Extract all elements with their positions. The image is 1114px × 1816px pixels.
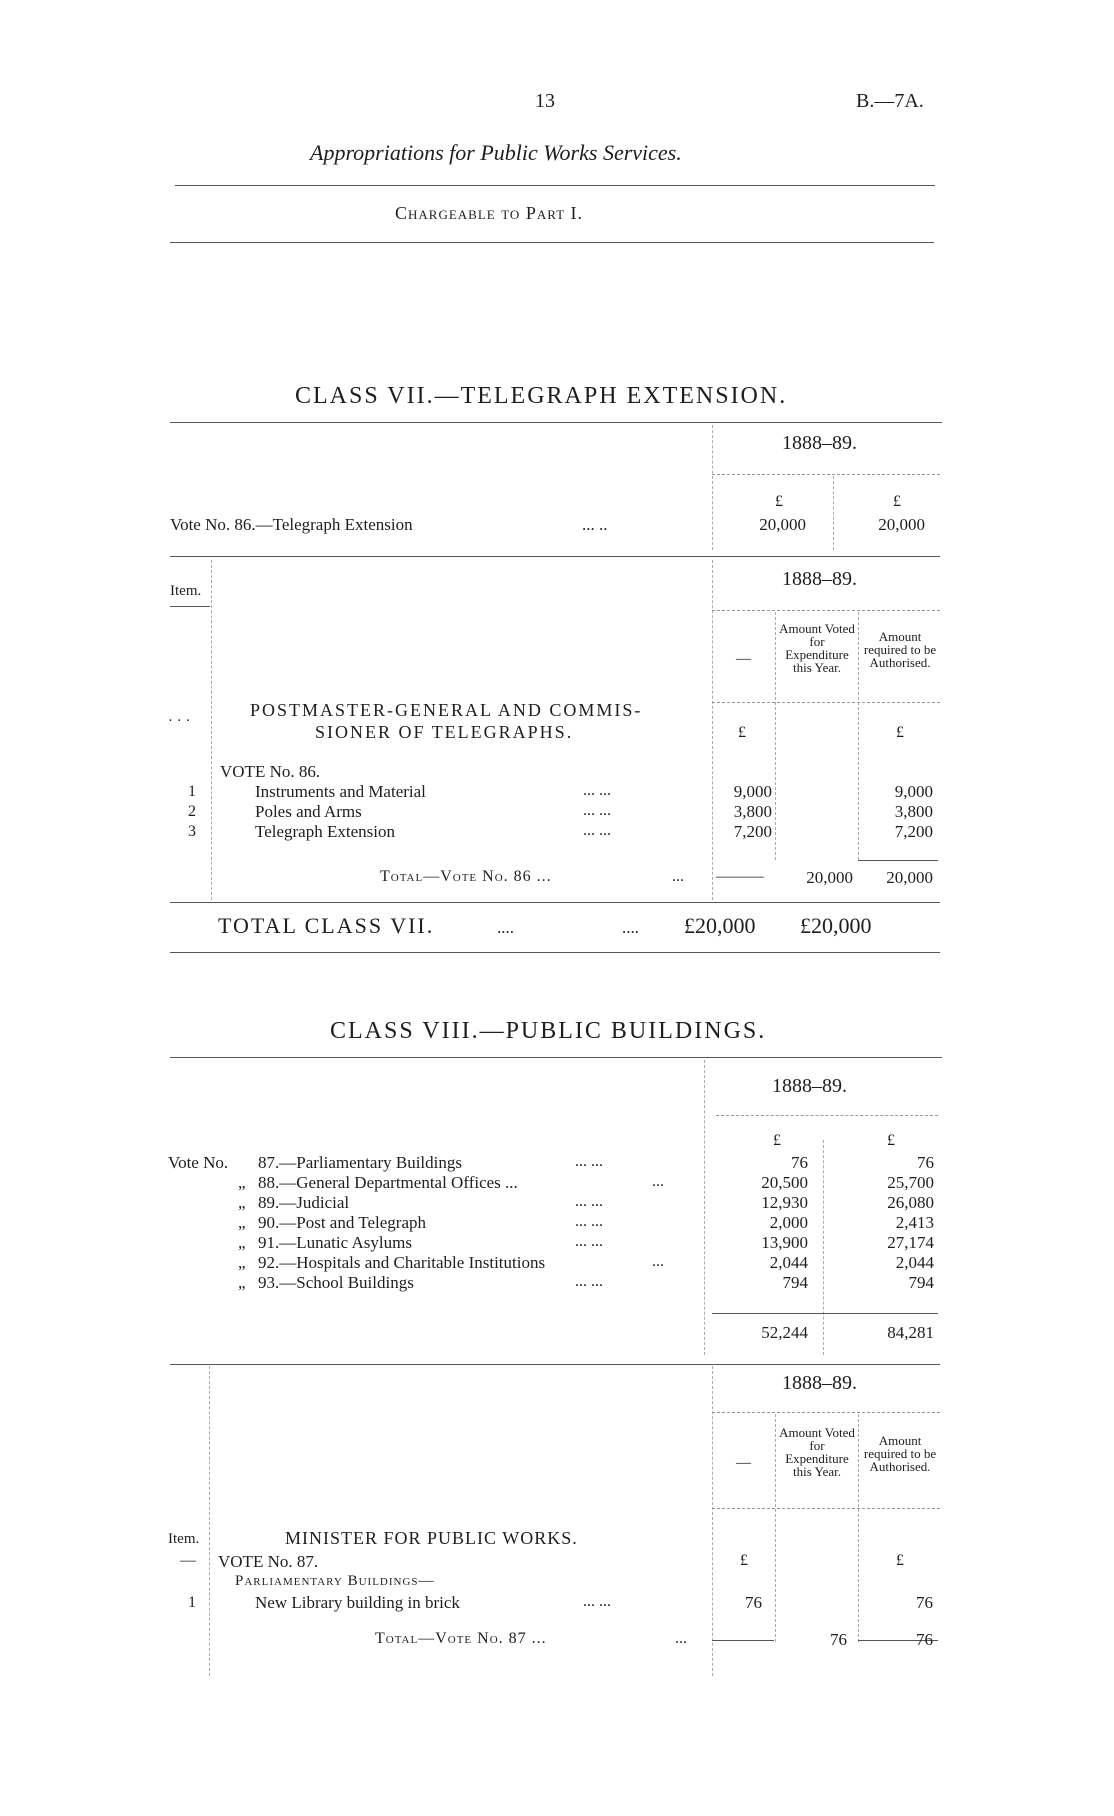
class8-col-voted: Amount Voted for Expenditure this Year. bbox=[779, 1425, 855, 1479]
class8-title: CLASS VIII.—PUBLIC BUILDINGS. bbox=[330, 1018, 767, 1044]
class7-detail-year-rule bbox=[712, 610, 940, 611]
class8-currency-1: £ bbox=[773, 1132, 781, 1149]
class7-vote-label: VOTE No. 86. bbox=[220, 762, 321, 781]
item-number: 3 bbox=[188, 823, 196, 840]
item-number: 1 bbox=[188, 783, 196, 800]
class7-vote-summary-label: Vote No. 86.—Telegraph Extension bbox=[170, 515, 413, 534]
class8-detail-year-rule bbox=[712, 1412, 940, 1413]
class8-col-required: Amount required to be Authorised. bbox=[863, 1433, 937, 1474]
class7-vote-summary-leaders: ... .. bbox=[582, 515, 608, 534]
class7-col-voted: Amount Voted for Expenditure this Year. bbox=[779, 621, 855, 675]
class7-title-rule bbox=[170, 422, 942, 423]
item-amount: 7,200 bbox=[733, 822, 772, 841]
item-leaders: ... ... bbox=[583, 802, 611, 819]
class8-summary-bottom-rule bbox=[170, 1364, 940, 1365]
class7-row-dots: · · · bbox=[168, 713, 191, 729]
class8-title-rule bbox=[170, 1057, 942, 1058]
class7-summary-col-divider bbox=[833, 476, 834, 550]
item-leaders: ... ... bbox=[583, 1593, 611, 1610]
vote-label: 92.—Hospitals and Charitable Institutions bbox=[258, 1253, 546, 1272]
class8-col-dash: — bbox=[736, 1455, 751, 1471]
class8-item-column-divider bbox=[209, 1366, 210, 1676]
class7-vote-summary-amount-2: 20,000 bbox=[878, 515, 925, 534]
class7-col-required: Amount required to be Authorised. bbox=[863, 629, 937, 670]
class8-currency-2: £ bbox=[887, 1132, 895, 1149]
vote-label: 91.—Lunatic Asylums bbox=[258, 1233, 412, 1252]
class7-subtotal-rule bbox=[858, 860, 938, 861]
class8-vote-total-label: Total—Vote No. 87 ... bbox=[375, 1630, 547, 1647]
vote-label: 87.—Parliamentary Buildings bbox=[258, 1153, 462, 1172]
vote-leaders: ... ... bbox=[575, 1213, 603, 1230]
document-reference: B.—7A. bbox=[856, 90, 924, 112]
item-description: Poles and Arms bbox=[255, 802, 362, 821]
vote-amount-2: 27,174 bbox=[887, 1233, 934, 1252]
item-description: New Library building in brick bbox=[255, 1593, 460, 1612]
vote-leaders: ... ... bbox=[575, 1153, 603, 1170]
vote-amount-1: 12,930 bbox=[761, 1193, 808, 1212]
vote-amount-2: 794 bbox=[908, 1273, 934, 1292]
class8-department: MINISTER FOR PUBLIC WORKS. bbox=[285, 1528, 578, 1548]
class7-vote-total-required: 20,000 bbox=[886, 868, 933, 887]
item-required: 9,000 bbox=[894, 782, 933, 801]
class8-vote-total-voted: 76 bbox=[830, 1630, 847, 1649]
vote-amount-1: 794 bbox=[782, 1273, 808, 1292]
class7-total-bottom-rule bbox=[170, 952, 940, 953]
class7-summary-currency-2: £ bbox=[893, 493, 901, 510]
class8-detail-currency-1: £ bbox=[740, 1552, 748, 1569]
vote-label: 89.—Judicial bbox=[258, 1193, 350, 1212]
class8-vote-total-required: 76 bbox=[916, 1630, 933, 1649]
class7-detail-currency-1: £ bbox=[738, 724, 746, 741]
class8-vote-total-leaders: ... bbox=[675, 1630, 687, 1647]
class8-summary-year: 1888–89. bbox=[772, 1075, 847, 1097]
class7-summary-year-rule bbox=[712, 474, 940, 475]
vote-prefix: „ bbox=[238, 1193, 246, 1212]
vote-label: 93.—School Buildings bbox=[258, 1273, 414, 1292]
class7-vote-summary-amount-1: 20,000 bbox=[759, 515, 806, 534]
class7-item-column-divider bbox=[211, 560, 212, 900]
class8-item-dash: — bbox=[180, 1552, 196, 1569]
item-number: 2 bbox=[188, 803, 196, 820]
class7-item-header-rule bbox=[170, 606, 210, 607]
subtitle-rule bbox=[170, 242, 934, 243]
page-title: Appropriations for Public Works Services. bbox=[310, 140, 682, 165]
vote-prefix: „ bbox=[238, 1233, 246, 1252]
vote-leaders: ... bbox=[652, 1173, 664, 1190]
item-leaders: ... ... bbox=[583, 822, 611, 839]
item-description: Telegraph Extension bbox=[255, 822, 395, 841]
vote-prefix: „ bbox=[238, 1173, 246, 1192]
class7-detail-year: 1888–89. bbox=[782, 568, 857, 590]
class7-total-amount-2: £20,000 bbox=[800, 913, 872, 938]
vote-amount-2: 26,080 bbox=[887, 1193, 934, 1212]
vote-amount-2: 76 bbox=[917, 1153, 934, 1172]
vote-amount-1: 13,900 bbox=[761, 1233, 808, 1252]
class7-department-line-1: POSTMASTER-GENERAL AND COMMIS- bbox=[250, 700, 643, 720]
class8-detail-col-divider-1 bbox=[775, 1414, 776, 1642]
vote-prefix: „ bbox=[238, 1273, 246, 1292]
class7-department-line-2: SIONER OF TELEGRAPHS. bbox=[315, 722, 574, 742]
class8-summary-total-1: 52,244 bbox=[761, 1323, 808, 1342]
class7-total-amount-1: £20,000 bbox=[684, 913, 756, 938]
class8-summary-total-2: 84,281 bbox=[887, 1323, 934, 1342]
item-amount: 9,000 bbox=[733, 782, 772, 801]
page-subtitle: Chargeable to Part I. bbox=[395, 203, 584, 223]
class7-vote-total-leaders: ... bbox=[672, 868, 684, 885]
title-rule bbox=[175, 185, 935, 186]
class8-summary-col-divider bbox=[823, 1140, 824, 1355]
class7-summary-year: 1888–89. bbox=[782, 432, 857, 454]
class8-detail-year: 1888–89. bbox=[782, 1372, 857, 1394]
class8-subhead: Parliamentary Buildings— bbox=[235, 1573, 435, 1589]
class8-summary-divider bbox=[704, 1060, 705, 1355]
vote-leaders: ... bbox=[652, 1253, 664, 1270]
class7-total-leaders-2: .... bbox=[622, 918, 639, 937]
vote-amount-2: 2,044 bbox=[895, 1253, 934, 1272]
vote-prefix: „ bbox=[238, 1213, 246, 1232]
page-number: 13 bbox=[535, 90, 555, 112]
class7-vote-total-voted: 20,000 bbox=[806, 868, 853, 887]
vote-amount-1: 76 bbox=[791, 1153, 808, 1172]
class8-detail-currency-3: £ bbox=[896, 1552, 904, 1569]
class8-summary-year-rule bbox=[716, 1115, 938, 1116]
class7-col-dash: — bbox=[736, 651, 751, 667]
class8-summary-total-rule bbox=[712, 1313, 938, 1314]
class7-total-label: TOTAL CLASS VII. bbox=[218, 913, 435, 938]
class7-detail-divider bbox=[712, 560, 713, 900]
vote-amount-2: 25,700 bbox=[887, 1173, 934, 1192]
class7-col-head-rule bbox=[712, 702, 940, 703]
class7-vote-total-dash: ——— bbox=[716, 868, 764, 885]
item-leaders: ... ... bbox=[583, 782, 611, 799]
vote-prefix: Vote No. bbox=[168, 1153, 229, 1172]
vote-amount-1: 20,500 bbox=[761, 1173, 808, 1192]
class8-vote-label: VOTE No. 87. bbox=[218, 1552, 319, 1571]
vote-label: 88.—General Departmental Offices ... bbox=[258, 1173, 518, 1192]
item-amount: 3,800 bbox=[733, 802, 772, 821]
item-required: 3,800 bbox=[894, 802, 933, 821]
vote-prefix: „ bbox=[238, 1253, 246, 1272]
item-required: 7,200 bbox=[894, 822, 933, 841]
class8-item-header: Item. bbox=[168, 1531, 200, 1547]
vote-leaders: ... ... bbox=[575, 1273, 603, 1290]
class7-summary-currency-1: £ bbox=[775, 493, 783, 510]
class7-item-header: Item. bbox=[170, 583, 202, 599]
vote-amount-2: 2,413 bbox=[895, 1213, 934, 1232]
class8-col-head-rule bbox=[712, 1508, 940, 1509]
item-number: 1 bbox=[188, 1594, 196, 1611]
class7-detail-currency-3: £ bbox=[896, 724, 904, 741]
vote-label: 90.—Post and Telegraph bbox=[258, 1213, 426, 1232]
vote-leaders: ... ... bbox=[575, 1233, 603, 1250]
class7-detail-col-divider-1 bbox=[775, 612, 776, 860]
vote-amount-1: 2,000 bbox=[769, 1213, 808, 1232]
item-amount: 76 bbox=[745, 1593, 762, 1612]
class7-vote-total-label: Total—Vote No. 86 ... bbox=[380, 868, 552, 885]
item-description: Instruments and Material bbox=[255, 782, 426, 801]
class7-title: CLASS VII.—TELEGRAPH EXTENSION. bbox=[295, 383, 788, 409]
class7-total-leaders-1: .... bbox=[497, 918, 514, 937]
vote-amount-1: 2,044 bbox=[769, 1253, 808, 1272]
class8-subtotal-rule-1 bbox=[712, 1640, 774, 1641]
class7-total-top-rule bbox=[170, 902, 940, 903]
class7-summary-bottom-rule bbox=[170, 556, 940, 557]
item-required: 76 bbox=[916, 1593, 933, 1612]
class7-summary-divider bbox=[712, 425, 713, 550]
vote-leaders: ... ... bbox=[575, 1193, 603, 1210]
